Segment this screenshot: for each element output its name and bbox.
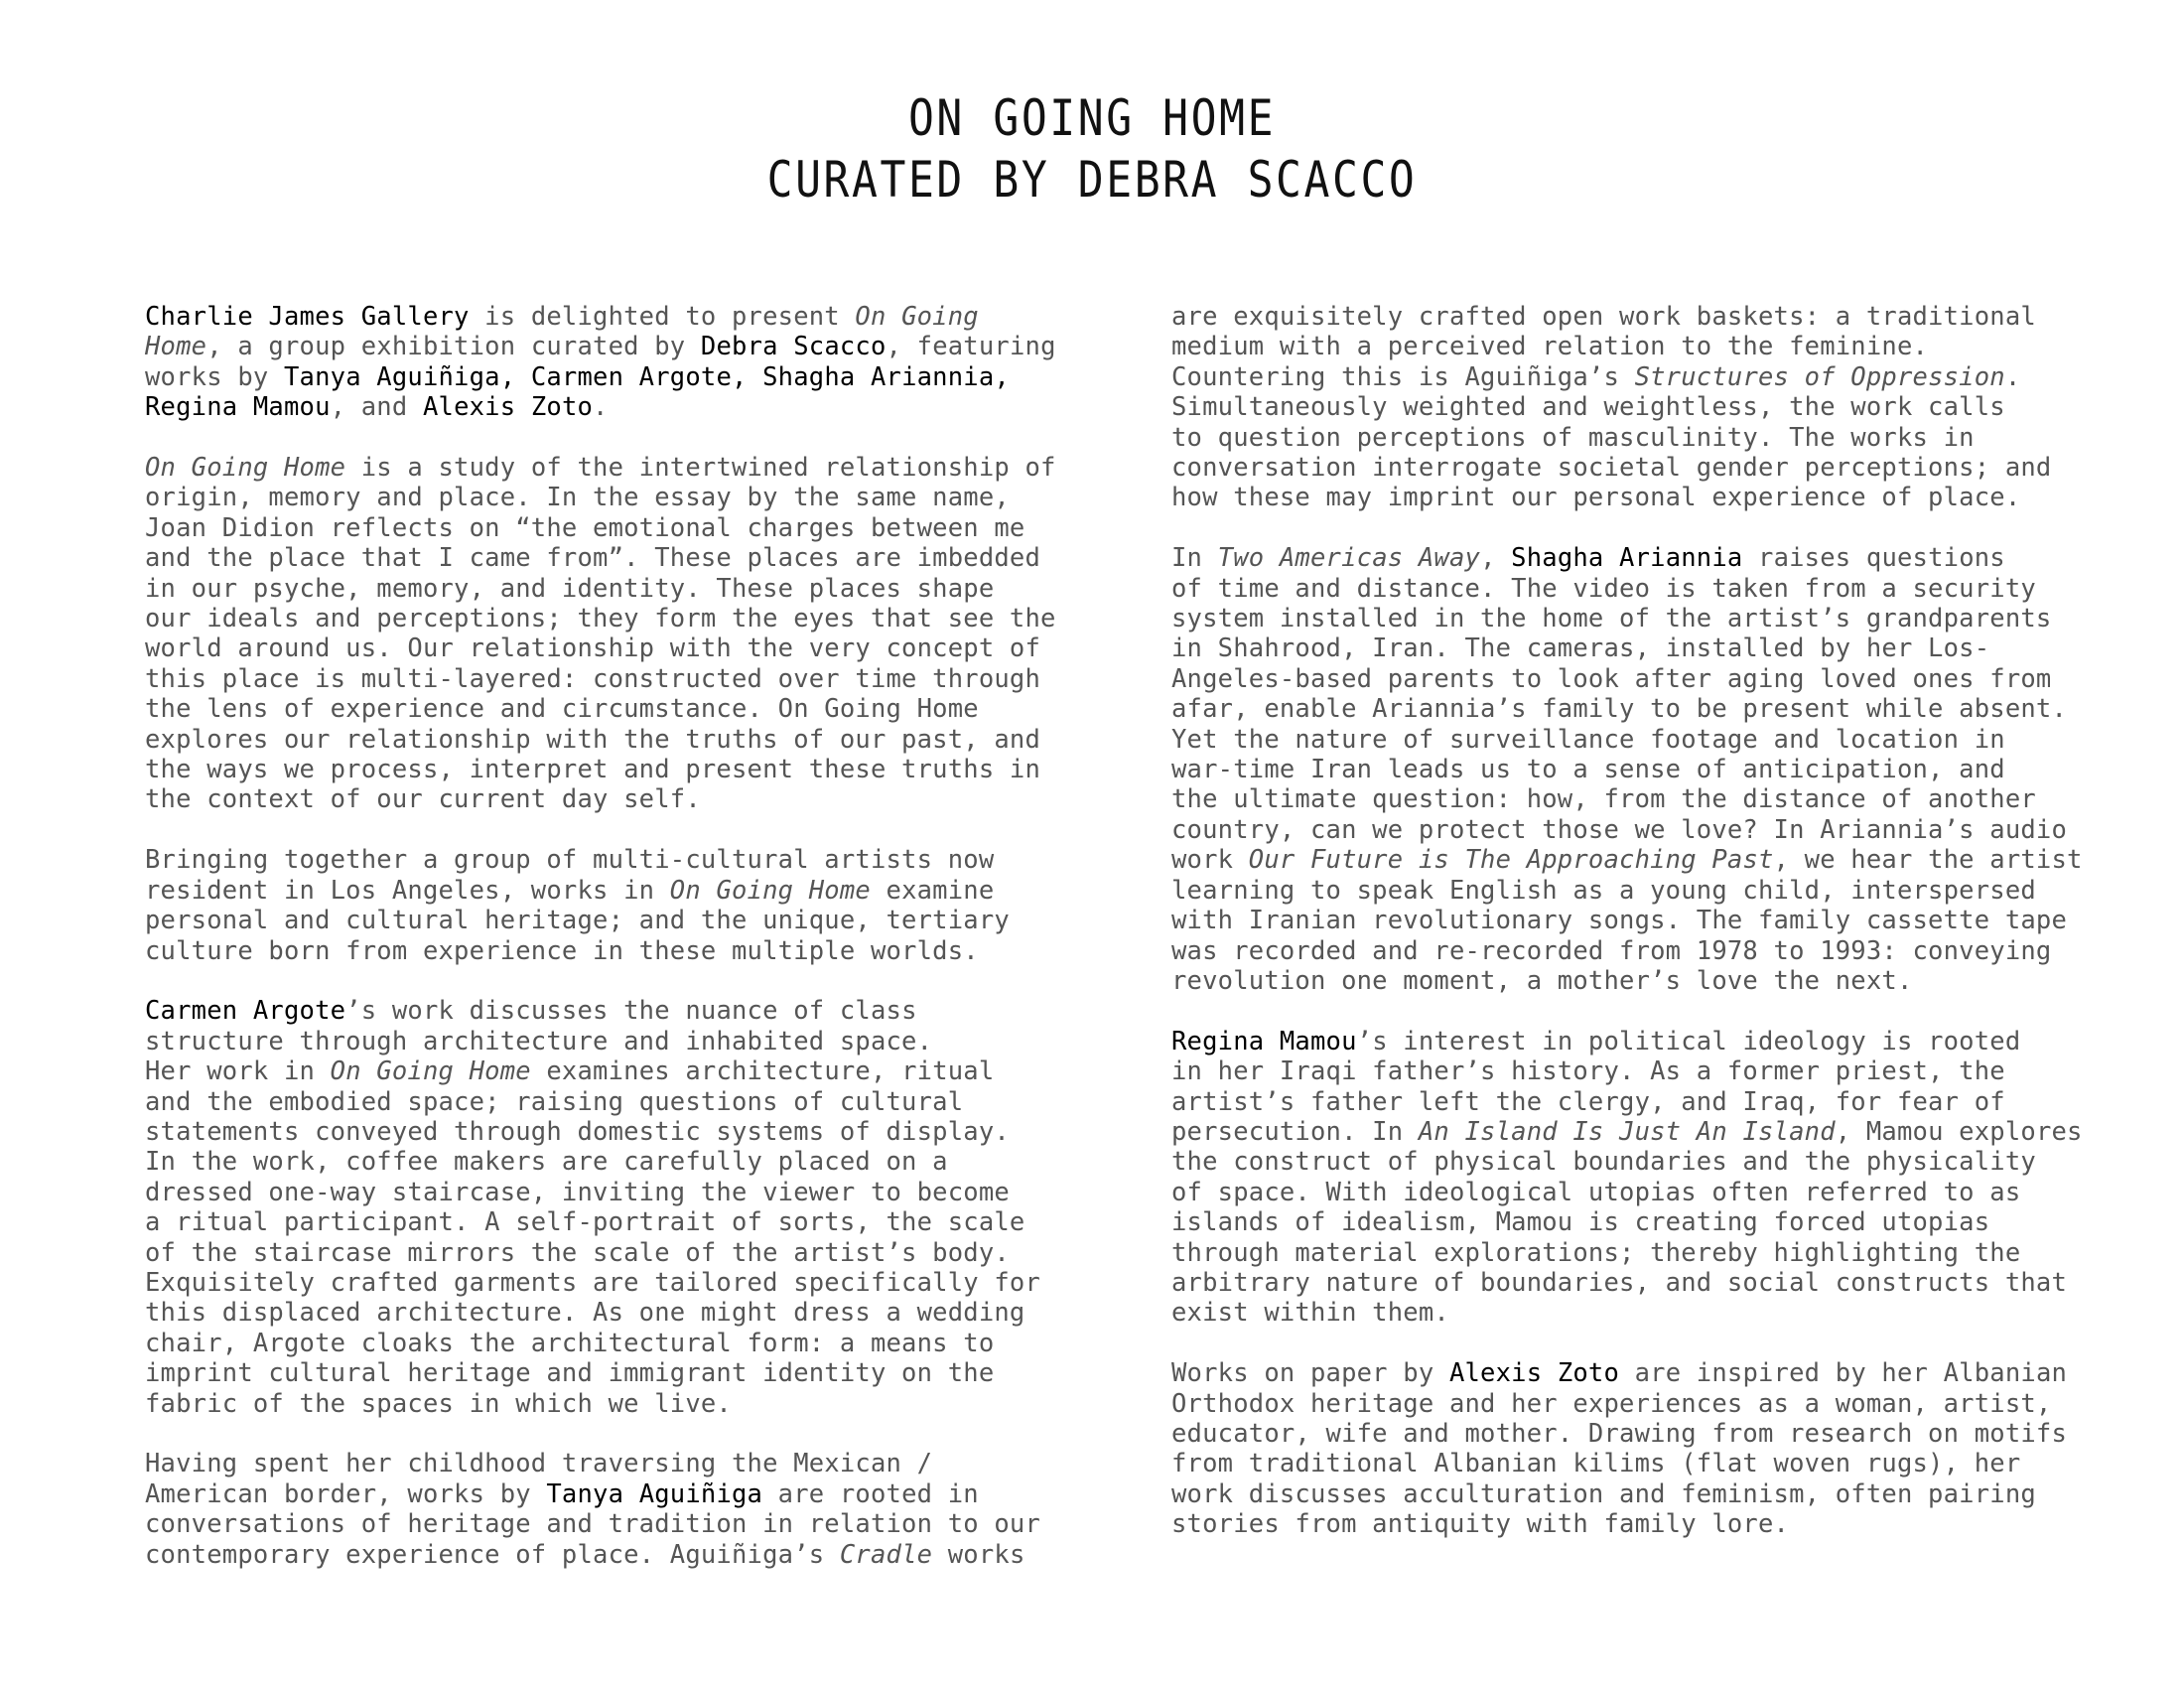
body-text: , Mamou explores the construct of physical boundaries and the physicality of space. With ideological utopias often referred to as islands of idealism, Mamou is creating forced utopias through material explorations; thereby highlighting the arbitrary nature of boundaries, and social constructs that exist within them.	[1171, 1116, 2083, 1329]
italic-title: An Island Is Just An Island	[1418, 1116, 1836, 1147]
body-text: raises questions of time and distance. The video is taken from a security system installed in the home of the artist’s grandparents in Shahrood, Iran. The cameras, installed by her Los- Angeles-based parents to look after aging loved ones from afar, enable Ariannia’s family to be present while absent. Yet the nature of surveillance footage and location in war-time Iran leads us to a sense of anticipation, and the ultimate question: how, from the distance of another country, can we protect those we love? In Ariannia’s audio work	[1171, 543, 2068, 876]
intro-paragraph	[145, 302, 1098, 423]
italic-title: On Going Home	[330, 1056, 531, 1087]
italic-title: On Going Home	[145, 453, 346, 484]
body-text: ’s interest in political ideology is rooted in her Iraqi father’s history. As a former priest, the artist’s father left the clergy, and Iraq, for fear of persecution. In	[1171, 1026, 2021, 1147]
bold-text: Tanya Aguiñiga	[546, 1478, 763, 1509]
body-text: Having spent her childhood traversing the Mexican / American border, works by	[145, 1449, 933, 1509]
body-text: is delighted to present	[469, 302, 856, 332]
bold-text: Carmen Argote	[145, 996, 346, 1027]
mamou-paragraph	[1171, 1027, 2124, 1329]
body-text: . Simultaneously weighted and weightless, the work calls to question perceptions of masculinity. The works in conversation interrogate societal gender perceptions; and how these may imprint our personal experience of place.	[1171, 361, 2052, 513]
body-text: is a study of the intertwined relationship of origin, memory and place. In the essay by the same name, Joan Didion reflects on “the emotional charges between me and the place that I came from”. These places are imbedded in our psyche, memory, and identity. These places shape our ideals and perceptions; they form the eyes that see the world around us. Our relationship with the very concept of this place is multi-layered: constructed over time through the lens of experience and circumstance. On Going Home explores our relationship with the truths of our past, and the ways we process, interpret and present these truths in the context of our current day self.	[145, 453, 1056, 815]
page-header	[0, 87, 2184, 211]
page-subtitle: CURATED BY DEBRA SCACCO	[766, 151, 1418, 209]
body-text: Works on paper by	[1171, 1358, 1449, 1389]
body-text: .	[593, 392, 609, 423]
body-text: examine personal and cultural heritage; and the unique, tertiary culture born from experience in these multiple worlds.	[145, 875, 1010, 966]
bold-text: Tanya Aguiñiga, Carmen Argote, Shagha Ariannia, Regina Mamou	[145, 361, 1010, 423]
body-text: In	[1171, 543, 1218, 574]
bold-text: Debra Scacco	[700, 332, 887, 362]
bold-text: Alexis Zoto	[1448, 1358, 1620, 1389]
artists-paragraph	[145, 845, 1098, 966]
body-text: examines architecture, ritual and the embodied space; raising questions of cultural statements conveyed through domestic systems of display. In the work, coffee makers are carefully placed on a dressed one-way staircase, inviting the viewer to become a ritual participant. A self-portrait of sorts, the scale of the staircase mirrors the scale of the artist’s body. Exquisitely crafted garments are tailored specifically for this displaced architecture. As one might dress a wedding chair, Argote cloaks the architectural form: a means to imprint cultural heritage and immigrant identity on the fabric of the spaces in which we live.	[145, 1056, 1041, 1419]
bold-text: Regina Mamou	[1171, 1026, 1357, 1056]
italic-title: Structures of Oppression	[1634, 361, 2005, 392]
argote-paragraph	[145, 996, 1098, 1419]
aguiniga-paragraph	[145, 1449, 1098, 1570]
body-text: ’s work discusses the nuance of class structure through architecture and inhabited space. Her work in	[145, 996, 933, 1087]
right-column	[1171, 302, 2124, 1570]
bold-text: Shagha Ariannia	[1511, 543, 1743, 574]
bold-text: Alexis Zoto	[422, 392, 594, 423]
italic-title: Two Americas Away	[1217, 543, 1481, 574]
body-text: are inspired by her Albanian Orthodox heritage and her experiences as a woman, artist, educator, wife and mother. Drawing from research on motifs from traditional Albanian kilims (flat woven rugs), her work discusses acculturation and feminism, often pairing stories from antiquity with family lore.	[1171, 1358, 2068, 1540]
body-text: Bringing together a group of multi-cultural artists now resident in Los Angeles, works in	[145, 845, 995, 906]
italic-title: On Going Home	[145, 302, 979, 362]
italic-title: Cradle	[839, 1539, 933, 1570]
body-text: are rooted in conversations of heritage and tradition in relation to our contemporary experience of place. Aguiñiga’s	[145, 1478, 1041, 1570]
italic-title: On Going Home	[669, 875, 871, 906]
body-text: , and	[330, 392, 423, 423]
body-text: , we hear the artist learning to speak English as a young child, interspersed with Iranian revolutionary songs. The family cassette tape was recorded and re-recorded from 1978 to 1993: conveying revolution one moment, a mother’s love the next.	[1171, 845, 2083, 996]
aguiniga-continued-paragraph	[1171, 302, 2124, 513]
study-paragraph	[145, 453, 1098, 815]
zoto-paragraph	[1171, 1358, 2124, 1539]
bold-text: Charlie James Gallery	[145, 302, 470, 332]
body-text: ,	[1480, 543, 1512, 574]
body-text: works	[932, 1539, 1025, 1570]
page-title: ON GOING HOME	[907, 89, 1277, 147]
italic-title: Our Future is The Approaching Past	[1248, 845, 1774, 876]
body-text: are exquisitely crafted open work baskets: a traditional medium with a perceived relation to the feminine. Countering this is Aguiñiga’s	[1171, 302, 2036, 392]
left-column	[145, 302, 1098, 1600]
body-text: , featuring works by	[145, 332, 1056, 392]
body-text: , a group exhibition curated by	[206, 332, 701, 362]
ariannia-paragraph	[1171, 543, 2124, 996]
